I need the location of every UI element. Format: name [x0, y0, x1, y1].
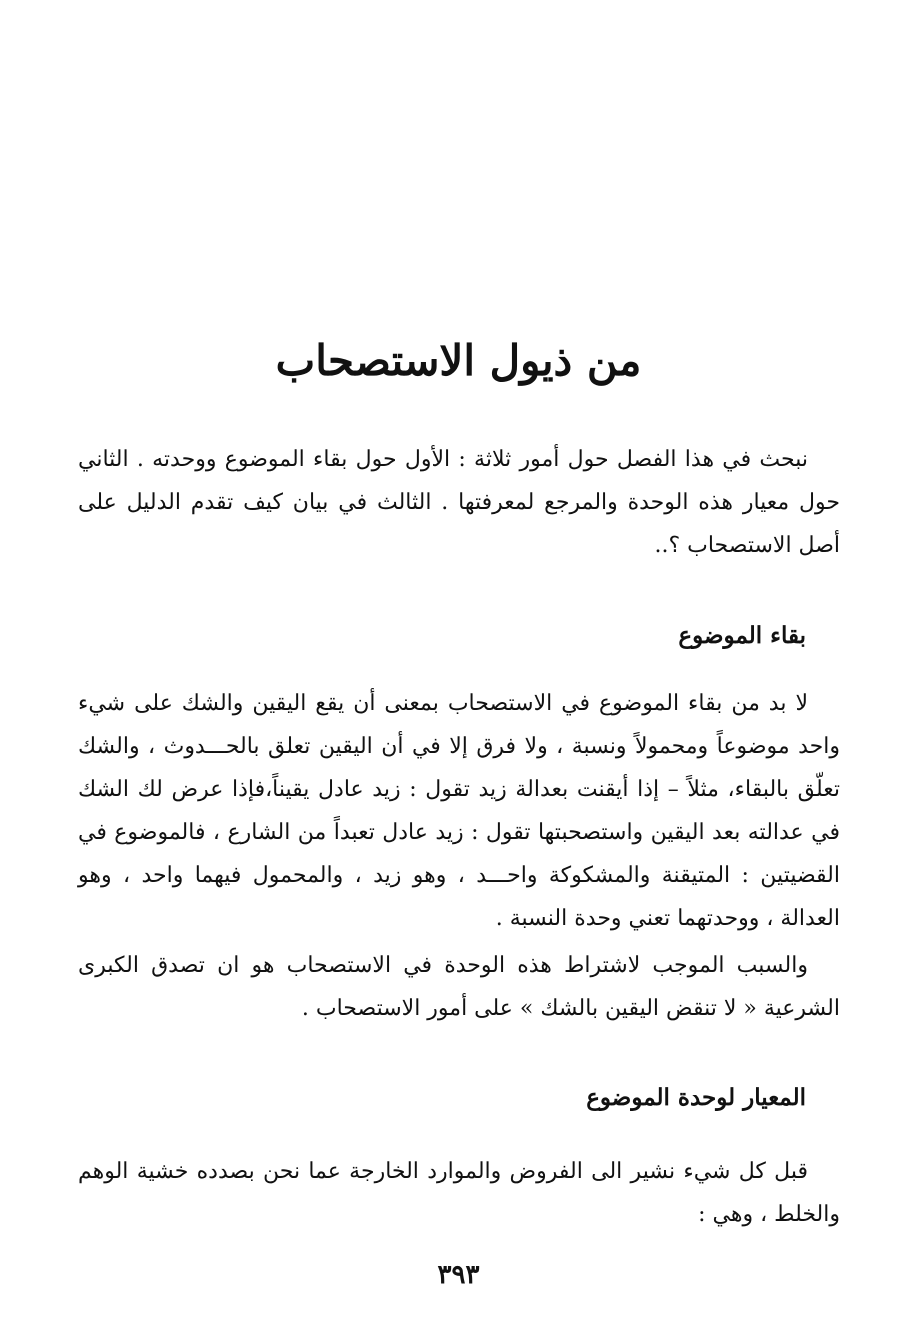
section2-paragraph-1	[78, 1150, 840, 1236]
section-heading-subject-unity-criterion: المعيار لوحدة الموضوع	[586, 1084, 806, 1111]
page-number: ٣٩٣	[437, 1260, 480, 1290]
section1-paragraph-1	[78, 682, 840, 940]
chapter-title: من ذيول الاستصحاب	[275, 336, 642, 386]
section1-paragraph-2	[78, 944, 840, 1030]
intro-text: نبحث في هذا الفصل حول أمور ثلاثة : الأول حول بقاء الموضوع ووحدته . الثاني حول معيار هذه الوحدة والمرجع لمعرفتها . الثالث في بيان كيف تقدم الدليل على أصل الاستصحاب ؟..	[78, 447, 840, 558]
section1-paragraph-2-text: والسبب الموجب لاشتراط هذه الوحدة في الاستصحاب هو ان تصدق الكبرى الشرعية « لا تنقض اليقين بالشك » على أمور الاستصحاب .	[78, 953, 840, 1021]
section-heading-subject-persistence: بقاء الموضوع	[678, 622, 806, 649]
intro-paragraph	[78, 438, 840, 567]
section2-paragraph-1-text: قبل كل شيء نشير الى الفروض والموارد الخارجة عما نحن بصدده خشية الوهم والخلط ، وهي :	[78, 1159, 840, 1227]
section1-paragraph-1-text: لا بد من بقاء الموضوع في الاستصحاب بمعنى أن يقع اليقين والشك على شيء واحد موضوعاً ومحمولاً ونسبة ، ولا فرق إلا في أن اليقين تعلق بالحـــدوث ، والشك تعلّق بالبقاء، مثلاً – إذا أيقنت بعدالة زيد تقول : زيد عادل يقيناً،فإذا عرض لك الشك في عدالته بعد اليقين واستصحبتها تقول : زيد عادل تعبداً من الشارع ، فالموضوع في القضيتين : المتيقنة والمشكوكة واحـــد ، وهو زيد ، والمحمول فيهما واحد ، وهو العدالة ، ووحدتهما تعني وحدة النسبة .	[78, 691, 840, 931]
